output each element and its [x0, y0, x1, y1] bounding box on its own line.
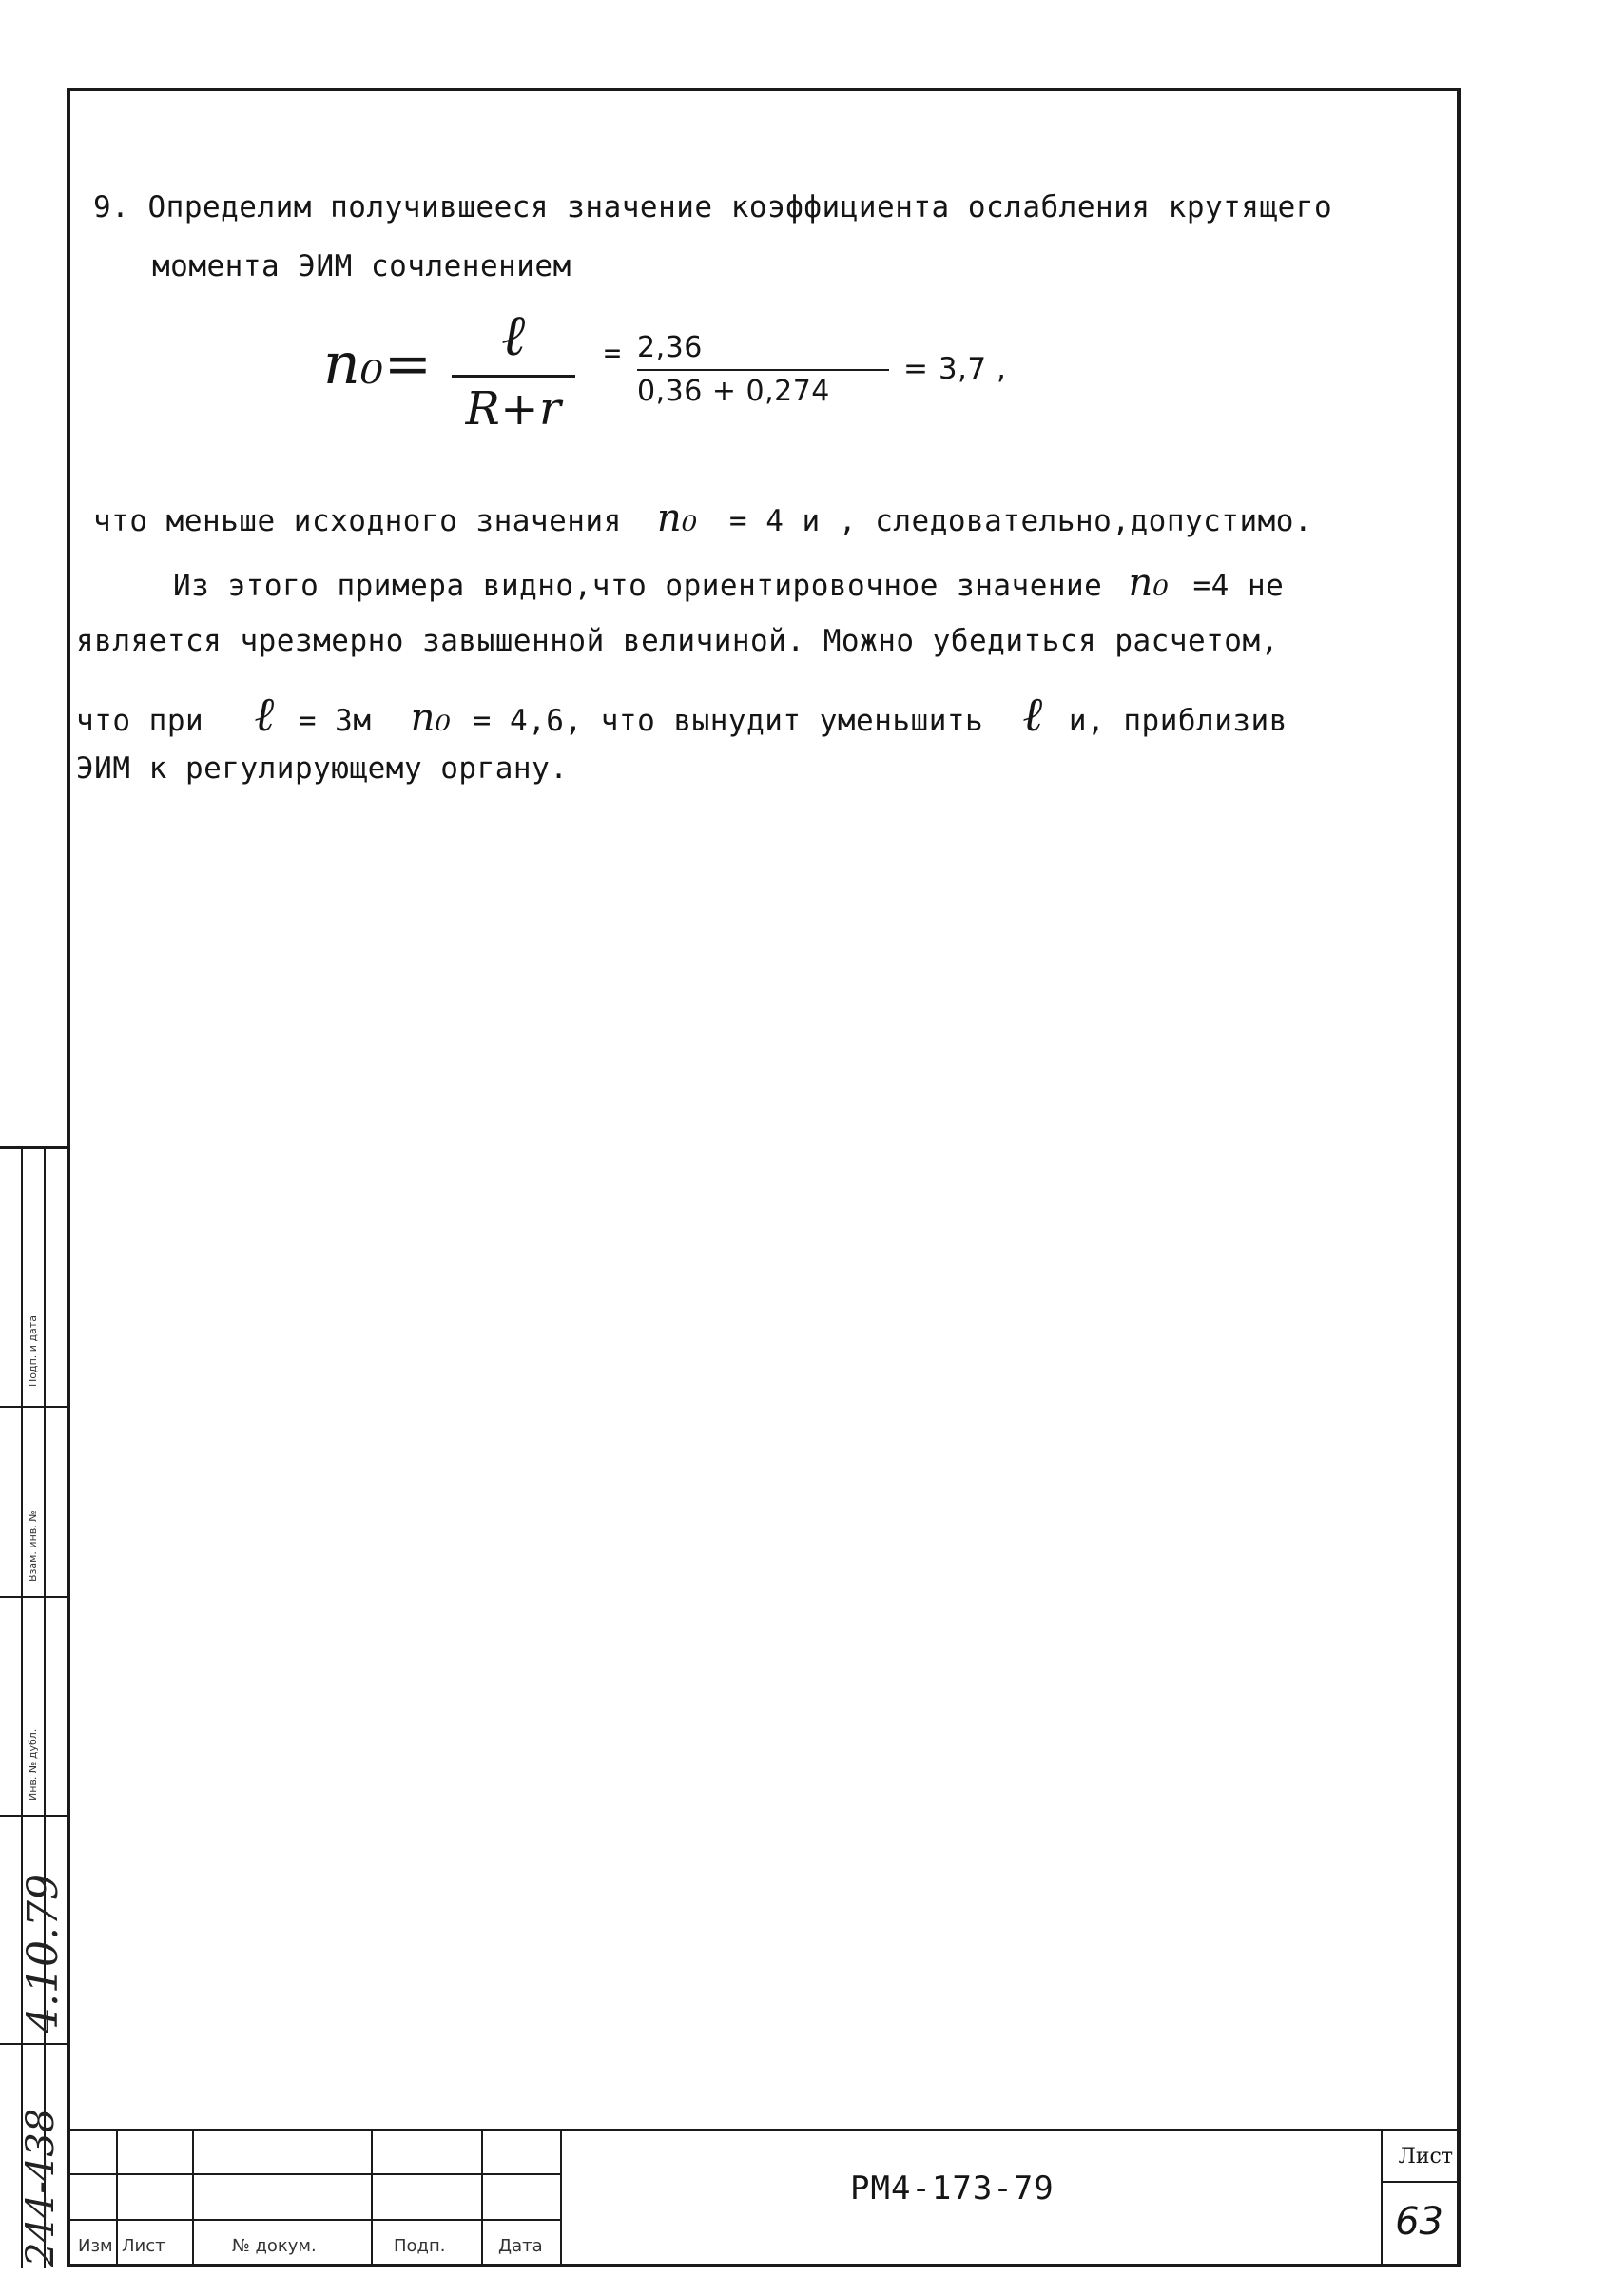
line-4-text-b: =4 не: [1192, 569, 1285, 603]
side-stamp: [0, 1146, 67, 2268]
paragraph-line-7: ЭИМ к регулирующему органу.: [76, 751, 569, 786]
line-3-symbol: n₀: [656, 496, 698, 540]
line-4-text-a: Из этого примера видно,что ориентировочное значение: [173, 569, 1103, 603]
line-6-text-c: = 4,6, что вынудит уменьшить: [473, 704, 984, 738]
paragraph-line-3: [93, 496, 1312, 540]
sheet-number: 63: [1395, 2200, 1443, 2244]
line-6-ell-1: ℓ: [254, 687, 275, 742]
sheet-label: Лист: [1398, 2145, 1453, 2169]
line-6-text-a: что при: [76, 704, 204, 738]
stamp-label-1: Подп. и дата: [27, 1315, 39, 1387]
paragraph-line-4: [173, 561, 1284, 605]
col-label-sheet: Лист: [122, 2236, 165, 2256]
line-6-symbol: n₀: [410, 696, 452, 740]
fraction-2-denominator: 0,36 + 0,274: [637, 375, 830, 408]
stamp-handwritten-date: 4.10.79: [19, 1874, 68, 2033]
line-6-text-b: = 3м: [298, 704, 372, 738]
document-code: РМ4-173-79: [850, 2170, 1055, 2208]
formula-fraction-2: [637, 331, 889, 408]
fraction-2-numerator: 2,36: [637, 331, 703, 364]
formula: [323, 302, 1084, 445]
formula-equals: =: [604, 337, 622, 370]
formula-result: = 3,7 ,: [903, 352, 1007, 386]
line-3-text-a: что меньше исходного значения: [93, 504, 622, 538]
line-6-text-d: и, приблизив: [1068, 704, 1288, 738]
stamp-label-2: Взам. инв. №: [27, 1510, 39, 1582]
col-label-signature: Подп.: [394, 2236, 446, 2256]
line-3-text-b: = 4 и , следовательно,допустимо.: [728, 504, 1313, 538]
col-label-change: Изм: [78, 2236, 113, 2256]
col-label-date: Дата: [498, 2236, 543, 2256]
paragraph-line-5: является чрезмерно завышенной величиной. Можно убедиться расчетом,: [76, 624, 1279, 658]
line-6-ell-2: ℓ: [1022, 687, 1043, 742]
formula-lhs: n₀=: [323, 331, 433, 398]
col-label-doc-number: № докум.: [232, 2236, 317, 2256]
stamp-handwritten-inventory: 244-438: [19, 2108, 63, 2267]
line-4-symbol: n₀: [1128, 561, 1170, 605]
paragraph-line-6: [76, 687, 1288, 742]
paragraph-line-2: момента ЭИМ сочленением: [152, 249, 571, 283]
formula-fraction-1: [452, 302, 575, 436]
fraction-1-numerator: ℓ: [501, 302, 526, 369]
paragraph-line-1: 9. Определим получившееся значение коэффициента ослабления крутящего: [93, 190, 1333, 224]
fraction-1-denominator: R+r: [465, 382, 562, 436]
title-block: [70, 2129, 1457, 2264]
stamp-label-3: Инв. № дубл.: [27, 1728, 39, 1800]
